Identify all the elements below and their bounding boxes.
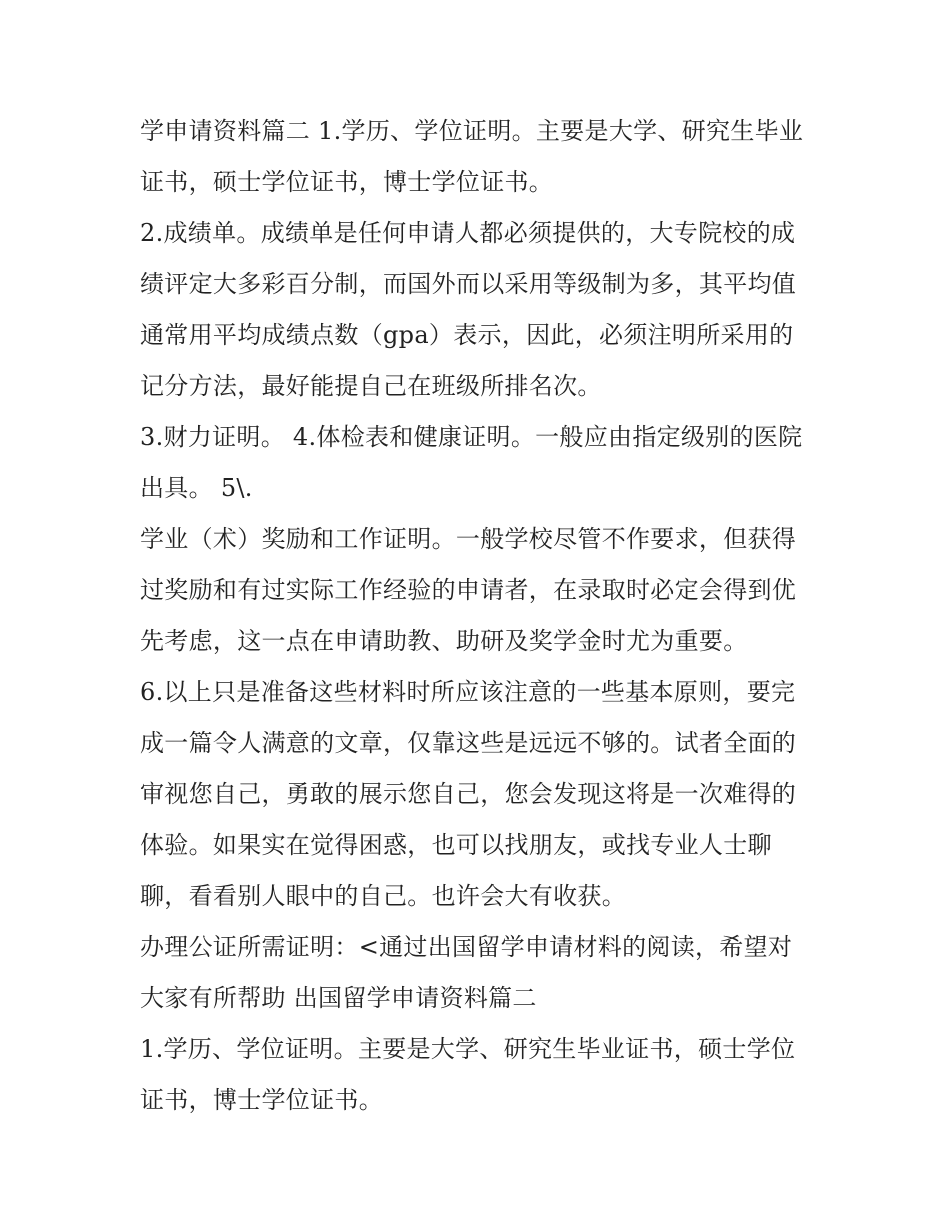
- text-line: 过奖励和有过实际工作经验的申请者，在录取时必定会得到优: [140, 576, 797, 604]
- text-line: 聊，看看别人眼中的自己。也许会大有收获。: [140, 882, 626, 910]
- text-line: 学业（术）奖励和工作证明。一般学校尽管不作要求，但获得: [140, 525, 797, 553]
- text-line: 审视您自己，勇敢的展示您自己，您会发现这将是一次难得的: [140, 780, 797, 808]
- text-line: 通常用平均成绩点数（gpa）表示，因此，必须注明所采用的: [140, 321, 794, 349]
- text-line: 证书，硕士学位证书，博士学位证书。: [140, 168, 554, 196]
- text-line: 6.以上只是准备这些材料时所应该注意的一些基本原则，要完: [140, 678, 796, 706]
- text-line: 办理公证所需证明：<通过出国留学申请材料的阅读，希望对: [140, 933, 793, 961]
- text-line: 绩评定大多彩百分制，而国外而以采用等级制为多，其平均值: [140, 270, 797, 298]
- text-line: 记分方法，最好能提自己在班级所排名次。: [140, 372, 602, 400]
- text-line: 大家有所帮助 出国留学申请资料篇二: [140, 984, 537, 1012]
- text-line: 2.成绩单。成绩单是任何申请人都必须提供的，大专院校的成: [140, 219, 796, 247]
- document-body: [140, 109, 820, 1129]
- text-line: 体验。如果实在觉得困惑，也可以找朋友，或找专业人士聊: [140, 831, 772, 859]
- text-line: 先考虑，这一点在申请助教、助研及奖学金时尤为重要。: [140, 627, 748, 655]
- text-line: 证书，博士学位证书。: [140, 1086, 383, 1114]
- text-line: 学申请资料篇二 1.学历、学位证明。主要是大学、研究生毕业: [140, 117, 804, 145]
- text-line: 3.财力证明。 4.体检表和健康证明。一般应由指定级别的医院: [140, 423, 803, 451]
- text-line: 成一篇令人满意的文章，仅靠这些是远远不够的。试者全面的: [140, 729, 797, 757]
- text-line: 1.学历、学位证明。主要是大学、研究生毕业证书，硕士学位: [140, 1035, 796, 1063]
- text-line: 出具。 5\.: [140, 474, 253, 502]
